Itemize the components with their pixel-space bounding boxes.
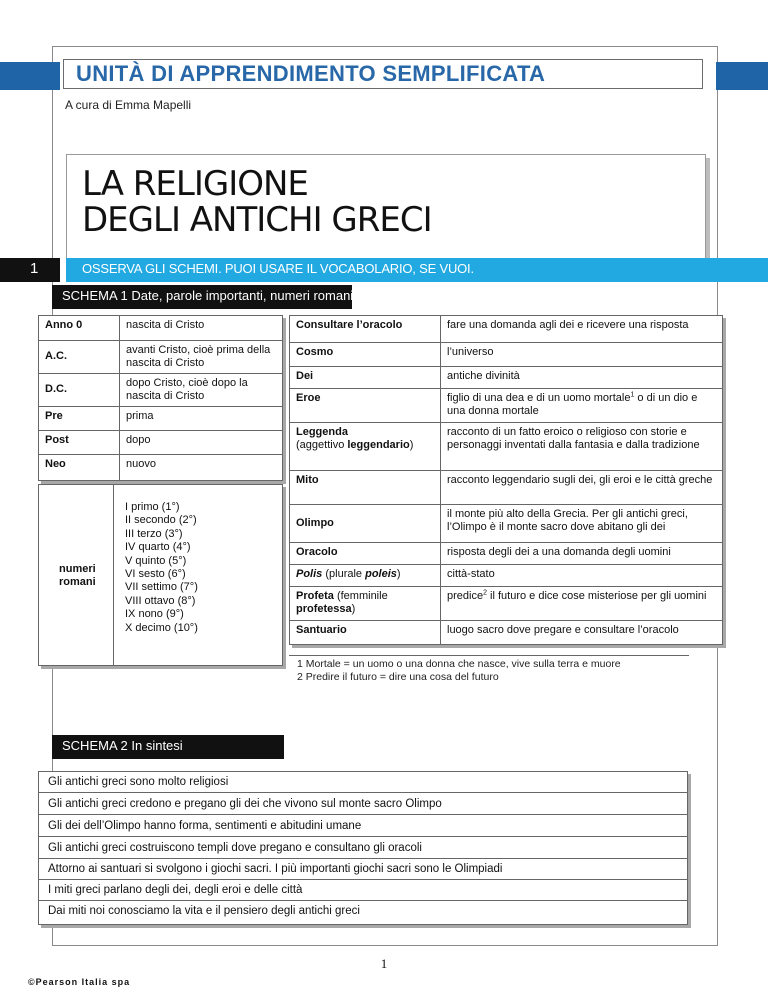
- byline: A cura di Emma Mapelli: [65, 98, 192, 112]
- meaning: risposta degli dei a una domanda degli uomini: [441, 542, 723, 564]
- instruction-text: OSSERVA GLI SCHEMI. PUOI USARE IL VOCABOLARIO, SE VUOI.: [82, 261, 474, 276]
- table-row: Dai miti noi conosciamo la vita e il pensiero degli antichi greci: [48, 905, 360, 917]
- list-item: VIII ottavo (8°): [125, 594, 196, 607]
- table-row: Gli antichi greci sono molto religiosi: [39, 772, 687, 793]
- table-row: [39, 406, 282, 430]
- term: Dei: [290, 366, 441, 388]
- footnote-ref: 2: [483, 588, 487, 596]
- term: Post: [39, 430, 120, 454]
- term: Oracolo: [290, 542, 441, 564]
- table-row: [290, 316, 722, 342]
- table-row: [290, 470, 722, 504]
- term-part: [296, 439, 434, 452]
- table-row: [290, 586, 722, 620]
- term: Neo: [39, 454, 120, 480]
- term: D.C.: [39, 373, 120, 406]
- table-row: [290, 342, 722, 366]
- term: Cosmo: [290, 342, 441, 366]
- term-part: ): [409, 438, 414, 451]
- schema1-subtitle: Date, parole importanti, numeri romani: [131, 288, 354, 303]
- title-line-2: DEGLI ANTICHI GRECI: [82, 200, 432, 240]
- footnote-2: 2 Predire il futuro = dire una cosa del futuro: [297, 671, 499, 683]
- meaning: racconto leggendario sugli dei, gli eroi e le città greche: [441, 470, 723, 504]
- schema2-label: SCHEMA 2: [62, 738, 128, 753]
- term: A.C.: [39, 340, 120, 373]
- term: Mito: [290, 470, 441, 504]
- list-item: I primo (1°): [125, 501, 180, 513]
- term: Santuario: [290, 620, 441, 644]
- term-part: (aggettivo: [296, 438, 348, 451]
- term: Pre: [39, 406, 120, 430]
- table-row: Gli antichi greci credono e pregano gli dei che vivono sul monte sacro Olimpo: [39, 794, 687, 815]
- table-row: [290, 388, 722, 422]
- list-item: V quinto (5°): [125, 554, 187, 567]
- list-item: VI sesto (6°): [125, 568, 186, 581]
- term-part: poleis: [365, 567, 397, 580]
- table-row: I miti greci parlano degli dei, degli eroi e delle città: [39, 880, 687, 901]
- list-item: III terzo (3°): [125, 527, 183, 540]
- title-line-1: LA RELIGIONE: [82, 164, 308, 204]
- meaning: nascita di Cristo: [120, 316, 283, 340]
- roman-key-line: numeri: [59, 563, 96, 575]
- meaning: [441, 388, 723, 422]
- header-band-left: [0, 62, 60, 90]
- roman-key: [59, 563, 96, 589]
- term: [290, 586, 441, 620]
- schema2-subtitle: In sintesi: [131, 738, 183, 753]
- schema1-left-table: [38, 315, 283, 481]
- table-row: [39, 340, 282, 373]
- page-number: 1: [380, 956, 388, 971]
- copyright: ©Pearson Italia spa: [28, 977, 131, 987]
- table-row: [39, 454, 282, 480]
- roman-list: [125, 501, 198, 635]
- table-row: Gli dei dell’Olimpo hanno forma, sentimenti e abitudini umane: [39, 816, 687, 837]
- table-row: [290, 564, 722, 586]
- term-part: (plurale: [322, 567, 366, 580]
- term-part: (femminile: [333, 589, 388, 602]
- table-row: [39, 316, 282, 340]
- list-item: II secondo (2°): [125, 514, 197, 527]
- page-title: [82, 166, 432, 238]
- meaning: [441, 586, 723, 620]
- term-part: Leggenda: [296, 425, 348, 438]
- term: Olimpo: [290, 504, 441, 542]
- schema2-table: [38, 771, 688, 925]
- term-part: profetessa: [296, 602, 352, 615]
- meaning-part: il futuro e dice cose misteriose per gli uomini: [486, 589, 707, 602]
- meaning: fare una domanda agli dei e ricevere una risposta: [441, 316, 723, 342]
- meaning: avanti Cristo, cioè prima della nascita di Cristo: [120, 340, 283, 373]
- table-row: [39, 430, 282, 454]
- list-item: IX nono (9°): [125, 608, 184, 621]
- table-row: [290, 366, 722, 388]
- term: [290, 422, 441, 470]
- meaning: racconto di un fatto eroico o religioso con storie e personaggi inventati dalla fantasia e dalla tradizione: [441, 422, 723, 470]
- roman-numerals-table: [38, 484, 283, 666]
- meaning: città-stato: [441, 564, 723, 586]
- meaning-part: o di un dio e una donna mortale: [447, 391, 698, 417]
- meaning: nuovo: [126, 457, 156, 470]
- term-part: leggendario: [347, 438, 410, 451]
- list-item: X decimo (10°): [125, 621, 198, 634]
- table-row: [39, 373, 282, 406]
- list-item: VII settimo (7°): [125, 581, 198, 594]
- table-row: [290, 620, 722, 644]
- term: Consultare l’oracolo: [290, 316, 441, 342]
- header-band-right: [716, 62, 768, 90]
- meaning: luogo sacro dove pregare e consultare l’oracolo: [447, 623, 679, 636]
- meaning-part: predice: [447, 589, 484, 602]
- term-part: Profeta: [296, 589, 334, 602]
- term-part: ): [351, 602, 356, 615]
- table-row: [290, 542, 722, 564]
- table-row: [290, 504, 722, 542]
- table-row: Attorno ai santuari si svolgono i giochi sacri. I più importanti giochi sacri sono le Olimpiadi: [39, 859, 687, 880]
- meaning: dopo Cristo, cioè dopo la nascita di Cristo: [120, 373, 283, 406]
- list-item: IV quarto (4°): [125, 541, 191, 554]
- term: Anno 0: [39, 316, 120, 340]
- meaning-part: figlio di una dea e di un uomo mortale: [447, 391, 631, 404]
- meaning: l’universo: [441, 342, 723, 366]
- schema1-label: SCHEMA 1: [62, 288, 128, 303]
- unit-title: UNITÀ DI APPRENDIMENTO SEMPLIFICATA: [76, 61, 546, 86]
- table-row: Gli antichi greci costruiscono templi dove pregano e consultano gli oracoli: [39, 838, 687, 859]
- table-row: [290, 422, 722, 470]
- roman-key-line: romani: [59, 576, 96, 588]
- schema1-title: [62, 288, 353, 303]
- schema1-right-table: [289, 315, 723, 645]
- meaning: dopo: [120, 430, 283, 454]
- footnote-ref: 1: [630, 390, 635, 398]
- term: [290, 564, 441, 586]
- meaning: antiche divinità: [441, 366, 723, 388]
- footnote-divider: [289, 655, 689, 656]
- divider: [113, 485, 114, 665]
- term-part: ): [396, 567, 401, 580]
- schema2-title: [62, 738, 183, 753]
- meaning: prima: [120, 406, 283, 430]
- term: Eroe: [290, 388, 441, 422]
- meaning: il monte più alto della Grecia. Per gli antichi greci, l’Olimpo è il monte sacro dove abitano gli dei: [441, 504, 723, 542]
- exercise-number: 1: [30, 260, 39, 277]
- footnote-1: 1 Mortale = un uomo o una donna che nasce, vive sulla terra e muore: [297, 658, 621, 670]
- term-part: Polis: [296, 567, 323, 580]
